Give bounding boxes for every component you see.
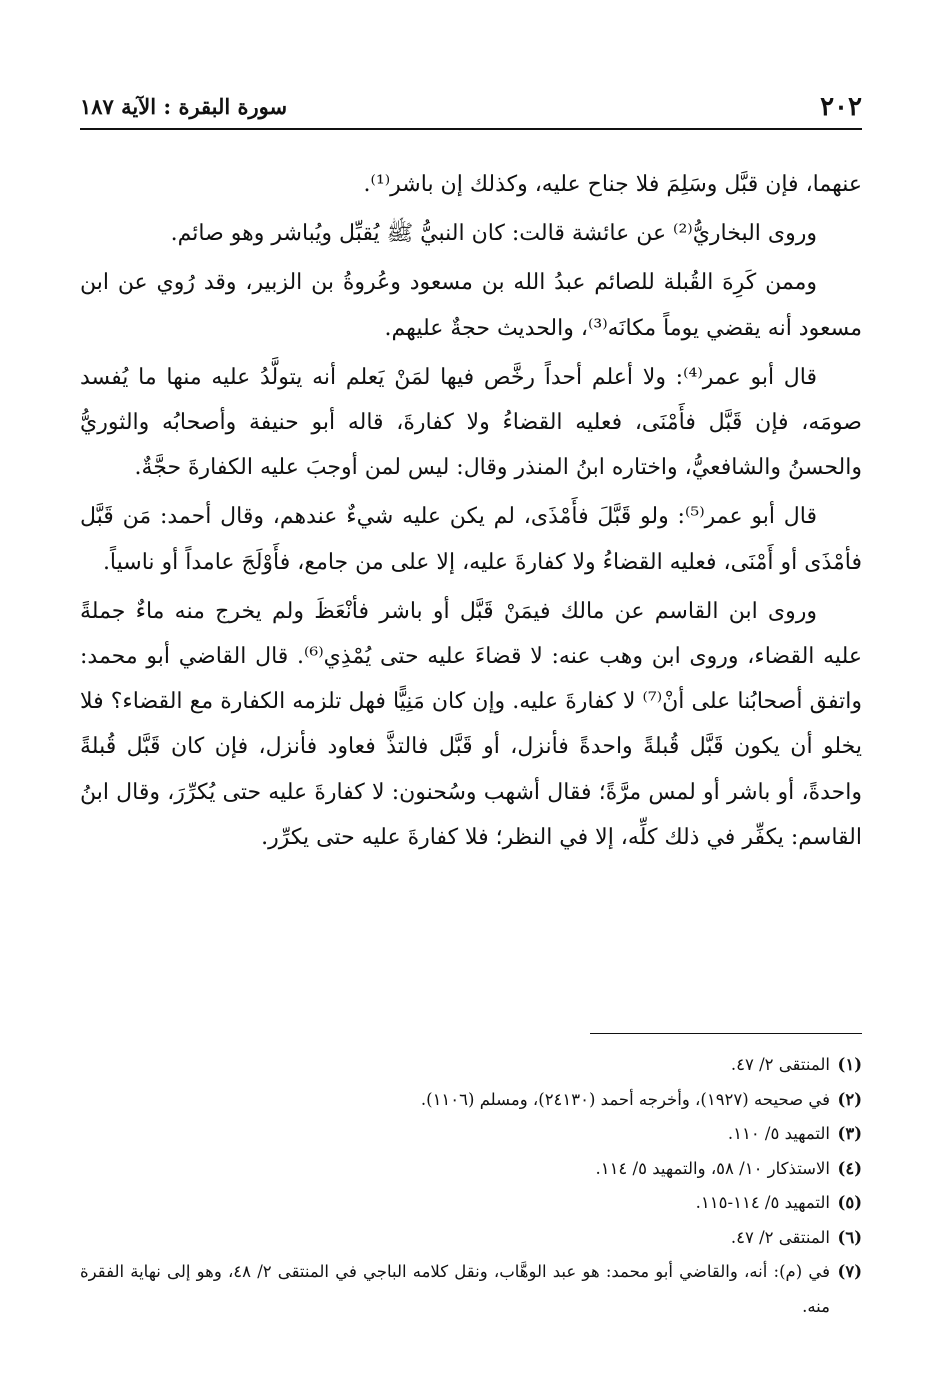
footnote-number: (٢) (837, 1089, 862, 1109)
paragraph: وممن كَرِهَ القُبلة للصائم عبدُ الله بن مسعود وعُروةُ بن الزبير، وقد رُوي عن ابن مسعود أنه يقضي يوماً مكانَه⁽³⁾، والحديث حجةٌ عليهم. (80, 270, 862, 341)
running-title: سورة البقرة : الآية ١٨٧ (80, 94, 288, 119)
footnote-number: (١) (837, 1055, 862, 1074)
footnote (80, 1117, 862, 1152)
footnote-text: في صحيحه (١٩٢٧)، وأخرجه أحمد (٢٤١٣٠)، ومسلم (١١٠٦). (420, 1089, 830, 1109)
footnote (80, 1186, 862, 1221)
footnote-text: التمهيد ٥/ ١١٠. (727, 1124, 830, 1143)
footnote-text: المنتقى ٢/ ٤٧. (730, 1227, 830, 1247)
paragraph: وروى ابن القاسم عن مالك فيمَنْ قَبَّل أو باشر فأنْعَظَ ولم يخرج منه ماءٌ جملةً عليه القضاء، وروى ابن وهب عنه: لا قضاءَ عليه حتى يُمْذِي⁽⁶⁾. قال القاضي أبو محمد: واتفق أصحابُنا على أنْ⁽⁷⁾ لا كفارةَ عليه. وإن كان مَنِيًّا فهل تلزمه الكفارة مع القضاء؟ فلا يخلو أن يكون قَبَّل قُبلةً واحدةً فأنزل، أو قَبَّل فالتذَّ فعاود فأنزل، فإن كان قَبَّل قُبلةً واحدةً، أو باشر أو لمس مرَّةً؛ فقال أشهب وسُحنون: لا كفارةَ عليه حتى يُكرِّرَ، وقال ابنُ القاسم: يكفِّر في ذلك كلِّه، إلا في النظر؛ فلا كفارةَ عليه حتى يكرِّر. (80, 598, 862, 850)
paragraph: قال أبو عمر⁽⁵⁾: ولو قَبَّلَ فأَمْذَى، لم يكن عليه شيءٌ عندهم، وقال أحمد: مَن قَبَّل فأمْذَى أو أَمْنَى، فعليه القضاءُ ولا كفارةَ عليه، إلا على من جامع، فأَوْلَجَ عامداً أو ناسياً. (80, 504, 862, 575)
main-text (80, 162, 862, 864)
footnote (80, 1221, 862, 1256)
footnote-number: (٧) (837, 1262, 862, 1281)
footnote-rule (590, 1033, 862, 1034)
header-rule (80, 128, 862, 130)
footnote-number: (٦) (837, 1227, 862, 1247)
footnote-text: الاستذكار ١٠/ ٥٨، والتمهيد ٥/ ١١٤. (595, 1158, 830, 1178)
paragraph: وروى البخاريُّ⁽²⁾ عن عائشة قالت: كان النبيُّ ﷺ يُقبِّل ويُباشر وهو صائم. (170, 221, 817, 247)
page-header (80, 90, 862, 126)
footnote-text: المنتقى ٢/ ٤٧. (730, 1055, 830, 1074)
paragraph: قال أبو عمر⁽⁴⁾: ولا أعلم أحداً رخَّص فيها لمَنْ يَعلم أنه يتولَّدُ عليه منها ما يُفسد صومَه، فإن قَبَّل فأَمْنَى، فعليه القضاءُ ولا كفارةَ، قاله أبو حنيفة وأصحابُه والثوريُّ والحسنُ والشافعيُّ، واختاره ابنُ المنذر وقال: ليس لمن أوجبَ عليه الكفارةَ حجَّةٌ. (80, 364, 862, 481)
footnote-text: في (م): أنه، والقاضي أبو محمد: هو عبد الوهَّاب، ونقل كلامه الباجي في المنتقى ٢/ ٤٨، وهو إلى نهاية الفقرة منه. (80, 1262, 830, 1316)
footnote (80, 1048, 862, 1083)
footnote (80, 1152, 862, 1187)
footnote-number: (٥) (837, 1193, 862, 1212)
paragraph: عنهما، فإن قبَّل وسَلِمَ فلا جناح عليه، وكذلك إن باشر⁽¹⁾. (363, 172, 862, 197)
footnote-number: (٤) (837, 1158, 862, 1178)
footnote-number: (٣) (837, 1124, 862, 1143)
footnote (80, 1255, 862, 1324)
page-number: ٢٠٢ (820, 92, 862, 122)
footnote-text: التمهيد ٥/ ١١٤-١١٥. (695, 1193, 830, 1212)
footnote (80, 1083, 862, 1118)
footnotes (80, 1048, 862, 1324)
